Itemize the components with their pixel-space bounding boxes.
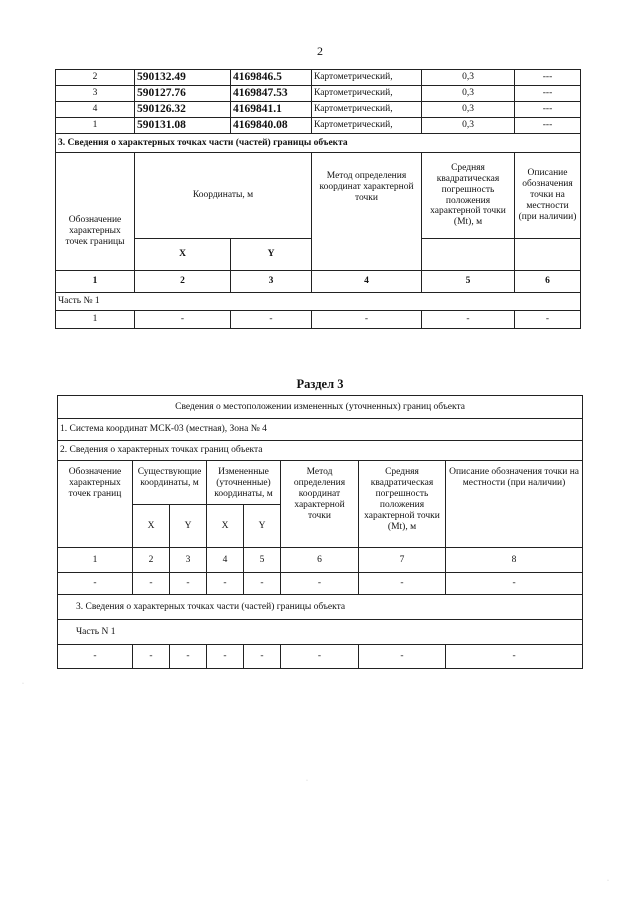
data-cell: - [515, 311, 581, 329]
column-number: 4 [312, 271, 422, 293]
data-cell: - [281, 573, 359, 595]
scan-speck: · [22, 681, 24, 687]
part-label: Часть N 1 [58, 620, 583, 645]
data-cell: - [359, 573, 446, 595]
data-cell: - [170, 645, 207, 669]
section-title: Сведения о местоположении измененных (уточненных) границ объекта [58, 396, 583, 419]
header-existing: Существующие координаты, м [133, 461, 207, 505]
empty-cell [422, 239, 515, 271]
header-designation: Обозначение характерных точек границы [56, 153, 135, 271]
header-designation: Обозначение характерных точек границ [58, 461, 133, 548]
data-cell: - [133, 573, 170, 595]
method-cell: Картометрический, [312, 118, 422, 134]
table-row [56, 102, 581, 118]
header-y: Y [231, 239, 312, 271]
method-cell: Картометрический, [312, 70, 422, 86]
changed-borders-table [57, 395, 583, 669]
point-number: 3 [56, 86, 135, 102]
column-number: 3 [231, 271, 312, 293]
coord-x: 590127.76 [135, 86, 231, 102]
coord-x: 590132.49 [135, 70, 231, 86]
parts-title: 3. Сведения о характерных точках части (частей) границы объекта [58, 595, 583, 620]
table-row [58, 645, 583, 669]
column-number: 6 [515, 271, 581, 293]
data-cell: - [244, 645, 281, 669]
column-numbers-row [56, 271, 581, 293]
data-cell: - [135, 311, 231, 329]
data-cell: - [359, 645, 446, 669]
header-y: Y [170, 505, 207, 548]
column-number: 1 [56, 271, 135, 293]
point-number: 1 [56, 118, 135, 134]
column-number: 4 [207, 548, 244, 573]
header-method: Метод определения координат характерной точки [281, 461, 359, 548]
coord-y: 4169840.08 [231, 118, 312, 134]
table-row [58, 573, 583, 595]
section-title: 3. Сведения о характерных точках части (частей) границы объекта [56, 134, 581, 153]
data-cell: - [58, 645, 133, 669]
table-row [56, 70, 581, 86]
header-changed: Измененные (уточненные) координаты, м [207, 461, 281, 505]
data-cell: - [446, 645, 583, 669]
mt-cell: 0,3 [422, 86, 515, 102]
method-cell: Картометрический, [312, 102, 422, 118]
data-cell: - [312, 311, 422, 329]
mt-cell: 0,3 [422, 118, 515, 134]
header-x: X [135, 239, 231, 271]
column-number: 2 [133, 548, 170, 573]
column-number: 1 [58, 548, 133, 573]
column-number: 5 [244, 548, 281, 573]
column-number: 2 [135, 271, 231, 293]
desc-cell: --- [515, 86, 581, 102]
point-number: 4 [56, 102, 135, 118]
mt-cell: 0,3 [422, 70, 515, 86]
mt-cell: 0,3 [422, 102, 515, 118]
scan-speck: · [607, 878, 609, 884]
data-cell: - [207, 573, 244, 595]
desc-cell: --- [515, 118, 581, 134]
coord-system: 1. Система координат МСК-03 (местная), Зона № 4 [58, 419, 583, 441]
empty-cell [515, 239, 581, 271]
table-row [56, 311, 581, 329]
method-cell: Картометрический, [312, 86, 422, 102]
data-cell: - [231, 311, 312, 329]
coord-y: 4169846.5 [231, 70, 312, 86]
header-desc: Описание обозначения точки на местности (при наличии) [446, 461, 583, 548]
section-heading: Раздел 3 [296, 377, 344, 391]
data-cell: 1 [56, 311, 135, 329]
points-table [55, 69, 581, 329]
coord-x: 590131.08 [135, 118, 231, 134]
part-label: Часть № 1 [56, 293, 581, 311]
page-number: 2 [317, 44, 323, 58]
header-y: Y [244, 505, 281, 548]
header-coords: Координаты, м [135, 153, 312, 239]
column-number: 3 [170, 548, 207, 573]
scan-speck: · [306, 778, 308, 784]
header-mt: Средняя квадратическая погрешность положения характерной точки (Mt), м [422, 153, 515, 239]
header-desc: Описание обозначения точки на местности (при наличии) [515, 153, 581, 239]
coord-x: 590126.32 [135, 102, 231, 118]
data-cell: - [133, 645, 170, 669]
data-cell: - [58, 573, 133, 595]
data-cell: - [281, 645, 359, 669]
column-number: 8 [446, 548, 583, 573]
header-x: X [133, 505, 170, 548]
points-title: 2. Сведения о характерных точках границ объекта [58, 441, 583, 461]
header-mt: Средняя квадратическая погрешность положения характерной точки (Mt), м [359, 461, 446, 548]
data-cell: - [170, 573, 207, 595]
coord-y: 4169841.1 [231, 102, 312, 118]
column-number: 5 [422, 271, 515, 293]
point-number: 2 [56, 70, 135, 86]
table-row [56, 86, 581, 102]
header-method: Метод определения координат характерной точки [312, 153, 422, 271]
header-x: X [207, 505, 244, 548]
data-cell: - [244, 573, 281, 595]
column-number: 6 [281, 548, 359, 573]
column-numbers-row [58, 548, 583, 573]
desc-cell: --- [515, 102, 581, 118]
table-row [56, 118, 581, 134]
data-cell: - [422, 311, 515, 329]
data-cell: - [446, 573, 583, 595]
data-cell: - [207, 645, 244, 669]
column-number: 7 [359, 548, 446, 573]
coord-y: 4169847.53 [231, 86, 312, 102]
desc-cell: --- [515, 70, 581, 86]
